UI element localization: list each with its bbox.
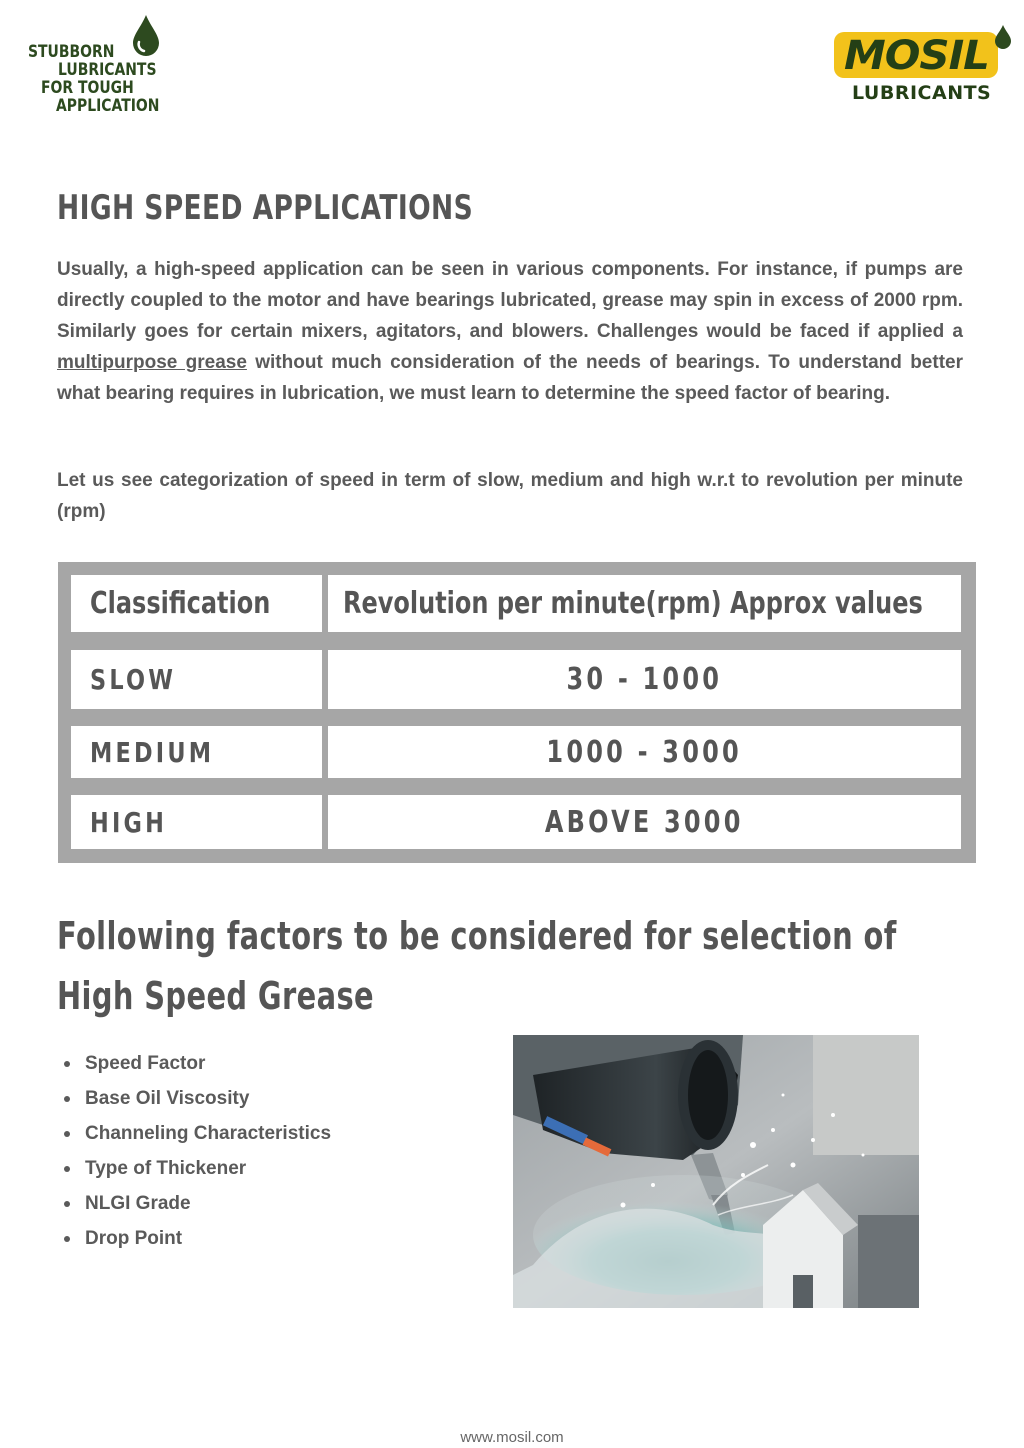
factors-list xyxy=(57,1048,331,1258)
tagline-line-1: STUBBORN xyxy=(28,42,115,62)
table-row-value: ABOVE 3000 xyxy=(328,795,961,849)
table-row-class: SLOW xyxy=(71,650,322,709)
list-item: Speed Factor xyxy=(85,1048,331,1083)
mosil-logo xyxy=(832,24,1016,110)
brand-name: MOSIL xyxy=(844,33,989,79)
intro-text-end: without much consideration of the needs of bearings. To understand better what bearing requires in lubrication, we must learn to determine the speed factor of bearing. xyxy=(57,352,963,404)
list-item: Base Oil Viscosity xyxy=(85,1083,331,1118)
multipurpose-grease-link[interactable]: multipurpose grease xyxy=(57,352,247,373)
oil-drop-icon xyxy=(131,14,161,58)
footer-url: www.mosil.com xyxy=(460,1429,564,1446)
tagline-line-2: LUBRICANTS xyxy=(58,60,157,80)
list-item: Drop Point xyxy=(85,1223,331,1258)
table-row-class: MEDIUM xyxy=(71,726,322,778)
factors-heading: Following factors to be considered for selection of High Speed Grease xyxy=(57,914,897,1018)
table-row-value: 30 - 1000 xyxy=(328,650,961,709)
machining-photo xyxy=(513,1035,919,1308)
machining-illustration xyxy=(513,1035,919,1308)
intro-paragraph xyxy=(57,254,963,409)
list-item: Type of Thickener xyxy=(85,1153,331,1188)
list-item: Channeling Characteristics xyxy=(85,1118,331,1153)
section-title: HIGH SPEED APPLICATIONS xyxy=(57,188,474,228)
tagline-line-3: FOR TOUGH xyxy=(41,78,134,98)
speed-table xyxy=(58,562,976,863)
oil-drop-icon xyxy=(994,24,1012,50)
table-row-class: HIGH xyxy=(71,795,322,849)
list-item: NLGI Grade xyxy=(85,1188,331,1223)
table-header-rpm: Revolution per minute(rpm) Approx values xyxy=(328,575,961,632)
categorization-paragraph: Let us see categorization of speed in term of slow, medium and high w.r.t to revolution per minute (rpm) xyxy=(57,470,963,522)
tagline-logo xyxy=(28,14,188,118)
brand-subtitle: LUBRICANTS xyxy=(852,82,992,104)
table-header-classification: Classification xyxy=(71,575,322,632)
tagline-line-4: APPLICATION xyxy=(56,96,160,116)
table-row-value: 1000 - 3000 xyxy=(328,726,961,778)
intro-text-start: Usually, a high-speed application can be seen in various components. For instance, if pumps are directly coupled to the motor and have bearings lubricated, grease may spin in excess of 2000 rpm. Similarly goes for certain mixers, agitators, and blowers. Challenges would be faced if applied a xyxy=(57,259,963,342)
